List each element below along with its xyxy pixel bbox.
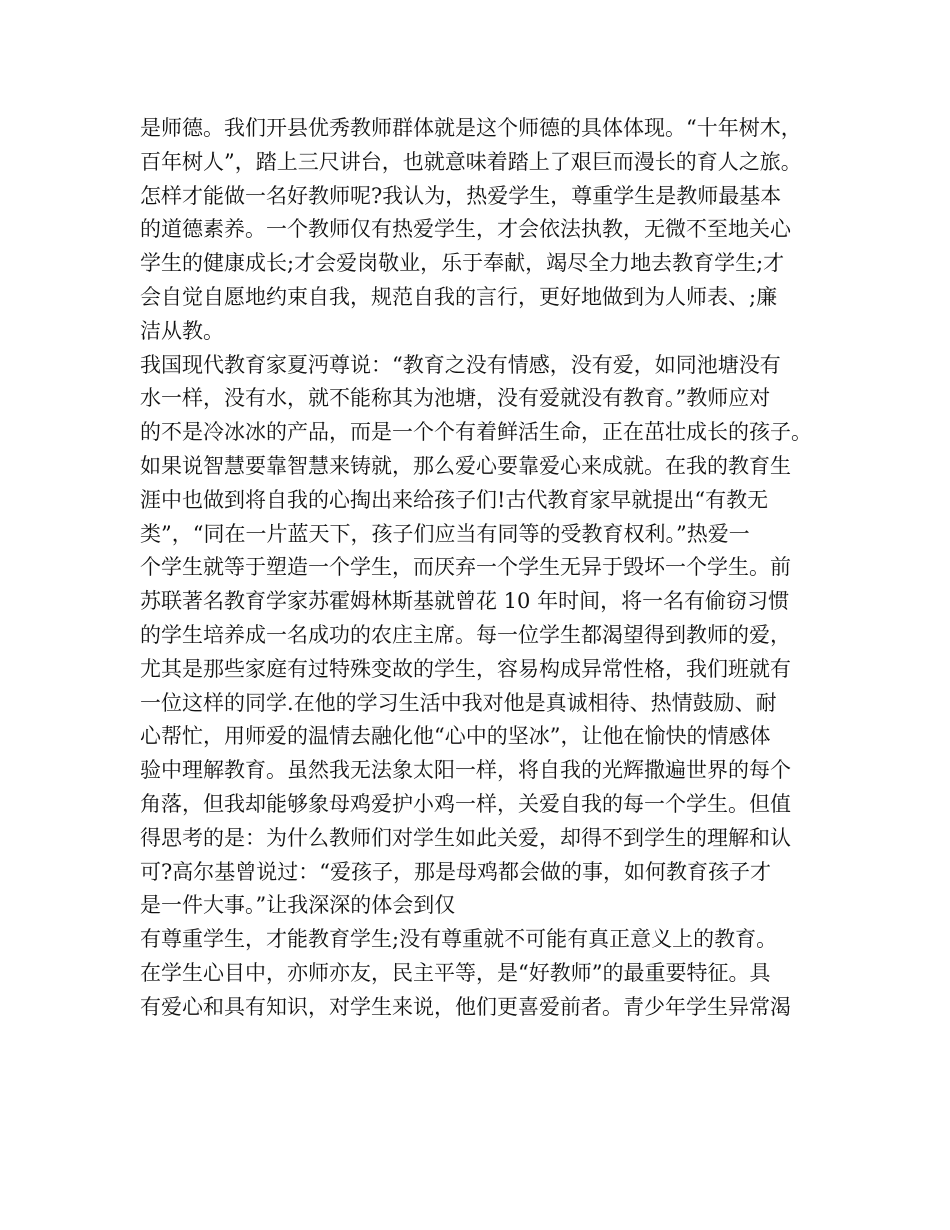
text-line: 的不是冷冰冰的产品，而是一个个有着鲜活生命，正在茁壮成长的孩子。 <box>140 420 812 445</box>
text-line: 在学生心目中，亦师亦友，民主平等，是“好教师”的最重要特征。具 <box>140 960 771 985</box>
text-line: 是师德。我们开县优秀教师群体就是这个师德的具体体现。“十年树木， <box>140 116 802 140</box>
text-line: 个学生就等于塑造一个学生，而厌弃一个学生无异于毁坏一个学生。前 <box>140 555 791 580</box>
text-line: 会自觉自愿地约束自我，规范自我的言行，更好地做到为人师表、;廉 <box>140 284 778 309</box>
text-line: 苏联著名教育学家苏霍姆林斯基就曾花 10 年时间，将一名有偷窃习惯 <box>140 589 790 614</box>
text-line: 如果说智慧要靠智慧来铸就，那么爱心要靠爱心来成就。在我的教育生 <box>140 453 791 478</box>
text-line: 一位这样的同学.在他的学习生活中我对他是真诚相待、热情鼓励、耐 <box>140 690 777 715</box>
text-line: 类”，“同在一片蓝天下，孩子们应当有同等的受教育权利。”热爱一 <box>140 521 750 546</box>
text-line: 怎样才能做一名好教师呢?我认为，热爱学生，尊重学生是教师最基本 <box>140 183 782 208</box>
text-line: 得思考的是：为什么教师们对学生如此关爱，却得不到学生的理解和认 <box>140 825 791 850</box>
text-line: 洁从教。 <box>140 318 224 343</box>
text-line: 验中理解教育。虽然我无法象太阳一样，将自我的光辉撒遍世界的每个 <box>140 758 791 783</box>
text-line: 心帮忙，用师爱的温情去融化他“心中的坚冰”，让他在愉快的情感体 <box>140 724 771 749</box>
body-text <box>140 112 830 1025</box>
text-line: 我国现代教育家夏沔尊说：“教育之没有情感，没有爱，如同池塘没有 <box>140 352 781 377</box>
text-line: 的学生培养成一名成功的农庄主席。每一位学生都渴望得到教师的爱， <box>140 622 791 647</box>
text-line: 百年树人”，踏上三尺讲台，也就意味着踏上了艰巨而漫长的育人之旅。 <box>140 149 802 174</box>
text-line: 涯中也做到将自我的心掏出来给孩子们!古代教育家早就提出“有教无 <box>140 487 769 512</box>
text-line: 有尊重学生，才能教育学生;没有尊重就不可能有真正意义上的教育。 <box>140 927 778 952</box>
text-line: 是一件大事。”让我深深的体会到仅 <box>140 893 456 918</box>
text-line: 可?高尔基曾说过：“爱孩子，那是母鸡都会做的事，如何教育孩子才 <box>140 859 771 884</box>
text-line: 角落，但我却能够象母鸡爱护小鸡一样，关爱自我的每一个学生。但值 <box>140 791 791 816</box>
text-line: 有爱心和具有知识，对学生来说，他们更喜爱前者。青少年学生异常渴 <box>140 994 791 1019</box>
text-line: 尤其是那些家庭有过特殊变故的学生，容易构成异常性格，我们班就有 <box>140 656 791 681</box>
text-line: 学生的健康成长;才会爱岗敬业，乐于奉献，竭尽全力地去教育学生;才 <box>140 251 785 276</box>
text-line: 水一样，没有水，就不能称其为池塘，没有爱就没有教育。”教师应对 <box>140 386 771 411</box>
text-line: 的道德素养。一个教师仅有热爱学生，才会依法执教，无微不至地关心 <box>140 217 791 242</box>
